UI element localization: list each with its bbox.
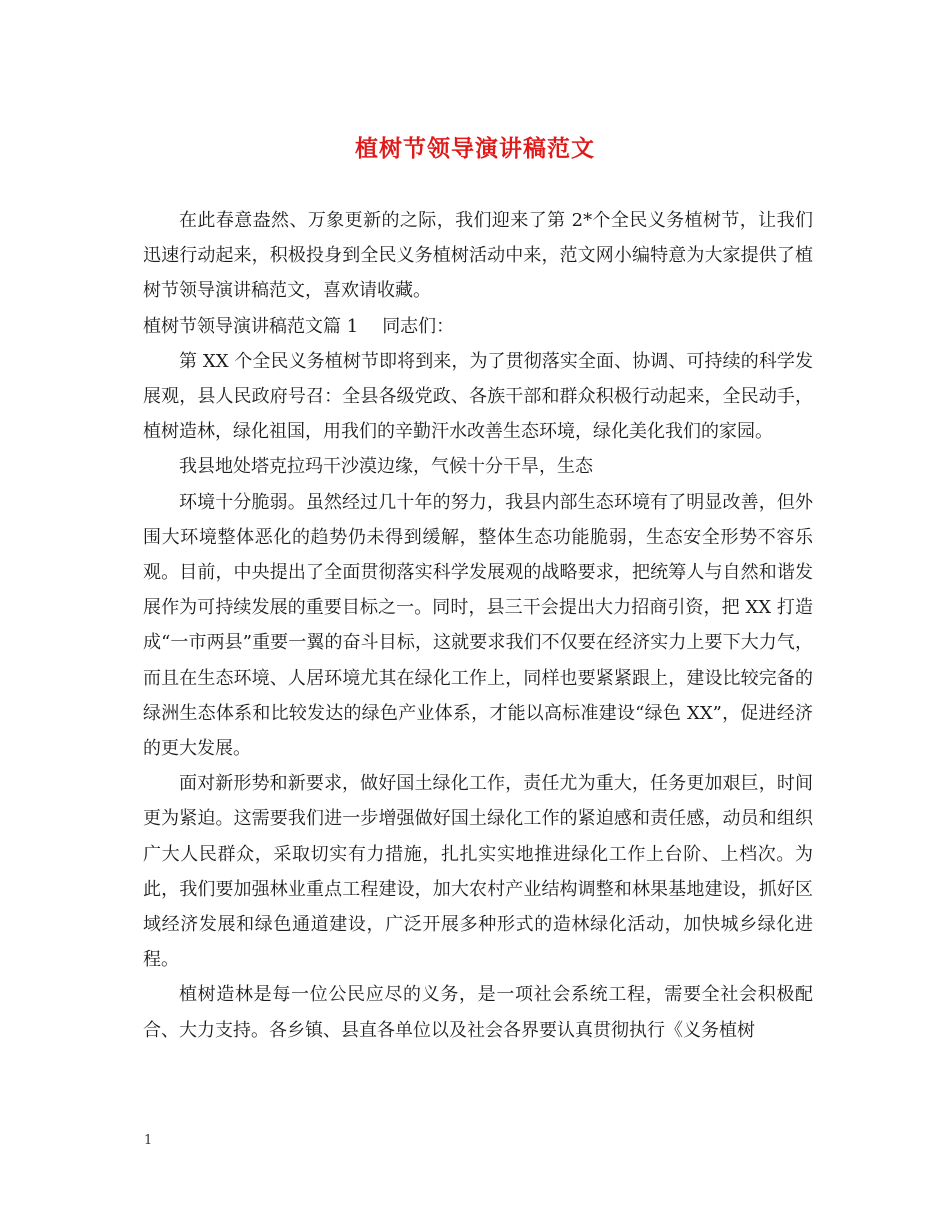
body-paragraph: 环境十分脆弱。虽然经过几十年的努力，我县内部生态环境有了明显改善，但外围大环境整体恶化的趋势仍未得到缓解，整体生态功能脆弱，生态安全形势不容乐观。目前，中央提出了全面贯彻落实科学发展观的战略要求，把统筹人与自然和谐发展作为可持续发展的重要目标之一。同时，县三干会提出大力招商引资，把 XX 打造成“一市两县”重要一翼的奋斗目标，这就要求我们不仅要在经济实力上要下大力气，而且在生态环境、人居环境尤其在绿化工作上，同样也要紧紧跟上，建设比较完备的绿洲生态体系和比较发达的绿色产业体系，才能以高标准建设“绿色 XX”，促进经济的更大发展。 <box>143 491 813 760</box>
document-body <box>143 203 813 1048</box>
greeting: 同志们： <box>382 315 455 337</box>
body-paragraph: 植树造林是每一位公民应尽的义务，是一项社会系统工程，需要全社会积极配合、大力支持。各乡镇、县直各单位以及社会各界要认真贯彻执行《义务植树 <box>143 984 813 1041</box>
document-title: 植树节领导演讲稿范文 <box>355 135 595 162</box>
section-heading: 植树节领导演讲稿范文篇 1 <box>143 315 359 337</box>
body-paragraph: 第 XX 个全民义务植树节即将到来，为了贯彻落实全面、协调、可持续的科学发展观，县人民政府号召：全县各级党政、各族干部和群众积极行动起来，全民动手，植树造林，绿化祖国，用我们的辛勤汗水改善生态环境，绿化美化我们的家园。 <box>143 350 813 443</box>
section-heading-line <box>143 309 813 344</box>
body-paragraph: 面对新形势和新要求，做好国土绿化工作，责任尤为重大，任务更加艰巨，时间更为紧迫。这需要我们进一步增强做好国土绿化工作的紧迫感和责任感，动员和组织广大人民群众，采取切实有力措施，扎扎实实地推进绿化工作上台阶、上档次。为此，我们要加强林业重点工程建设，加大农村产业结构调整和林果基地建设，抓好区域经济发展和绿色通道建设，广泛开展多种形式的造林绿化活动，加快城乡绿化进程。 <box>143 773 813 971</box>
page-number: 1 <box>144 1133 153 1148</box>
intro-paragraph: 在此春意盎然、万象更新的之际，我们迎来了第 2*个全民义务植树节，让我们迅速行动起来，积极投身到全民义务植树活动中来，范文网小编特意为大家提供了植树节领导演讲稿范文，喜欢请收藏。 <box>143 210 813 302</box>
body-paragraph: 我县地处塔克拉玛干沙漠边缘，气候十分干旱，生态 <box>179 456 593 478</box>
